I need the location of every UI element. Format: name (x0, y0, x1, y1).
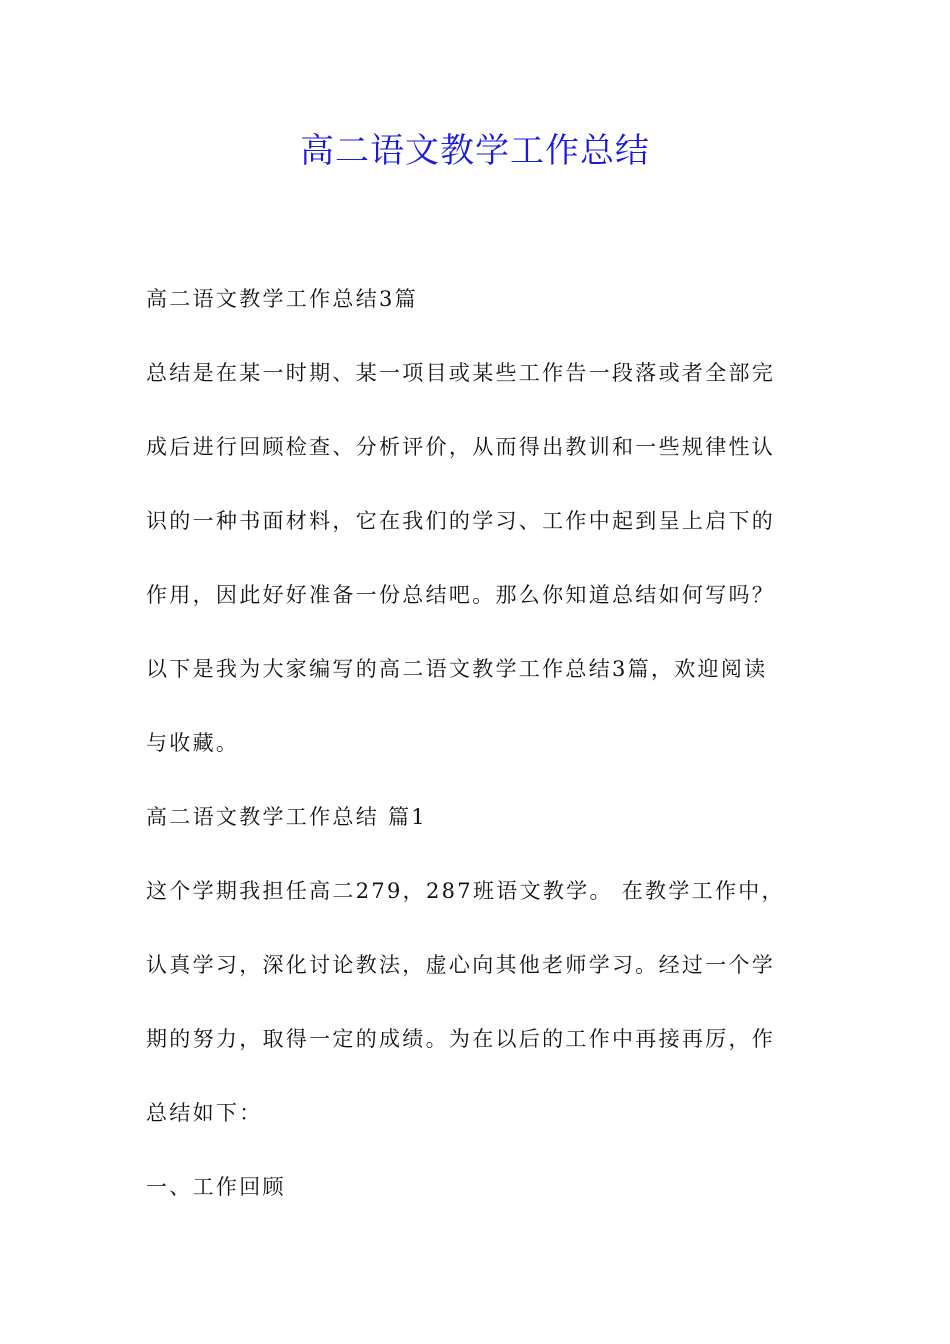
paragraph-line: 成后进行回顾检查、分析评价，从而得出教训和一些规律性认 (146, 435, 776, 459)
section-heading: 一、工作回顾 (146, 1175, 286, 1199)
document-body (146, 262, 808, 1224)
paragraph-line: 以下是我为大家编写的高二语文教学工作总结3篇，欢迎阅读 (146, 657, 768, 681)
subtitle-line: 高二语文教学工作总结3篇 (146, 287, 418, 311)
paragraph-line: 识的一种书面材料，它在我们的学习、工作中起到呈上启下的 (146, 509, 776, 533)
document-title: 高二语文教学工作总结 (300, 131, 650, 171)
section-heading: 高二语文教学工作总结 篇1 (146, 805, 427, 829)
paragraph-line: 总结如下： (146, 1101, 263, 1125)
paragraph-line: 与收藏。 (146, 731, 240, 755)
paragraph-line: 作用，因此好好准备一份总结吧。那么你知道总结如何写吗？ (146, 583, 776, 607)
paragraph-line: 这个学期我担任高二279，287班语文教学。 在教学工作中， (146, 879, 785, 903)
paragraph-line: 总结是在某一时期、某一项目或某些工作告一段落或者全部完 (146, 361, 776, 385)
paragraph-line: 认真学习，深化讨论教法，虚心向其他老师学习。经过一个学 (146, 953, 776, 977)
paragraph-line: 期的努力，取得一定的成绩。为在以后的工作中再接再厉，作 (146, 1027, 776, 1051)
